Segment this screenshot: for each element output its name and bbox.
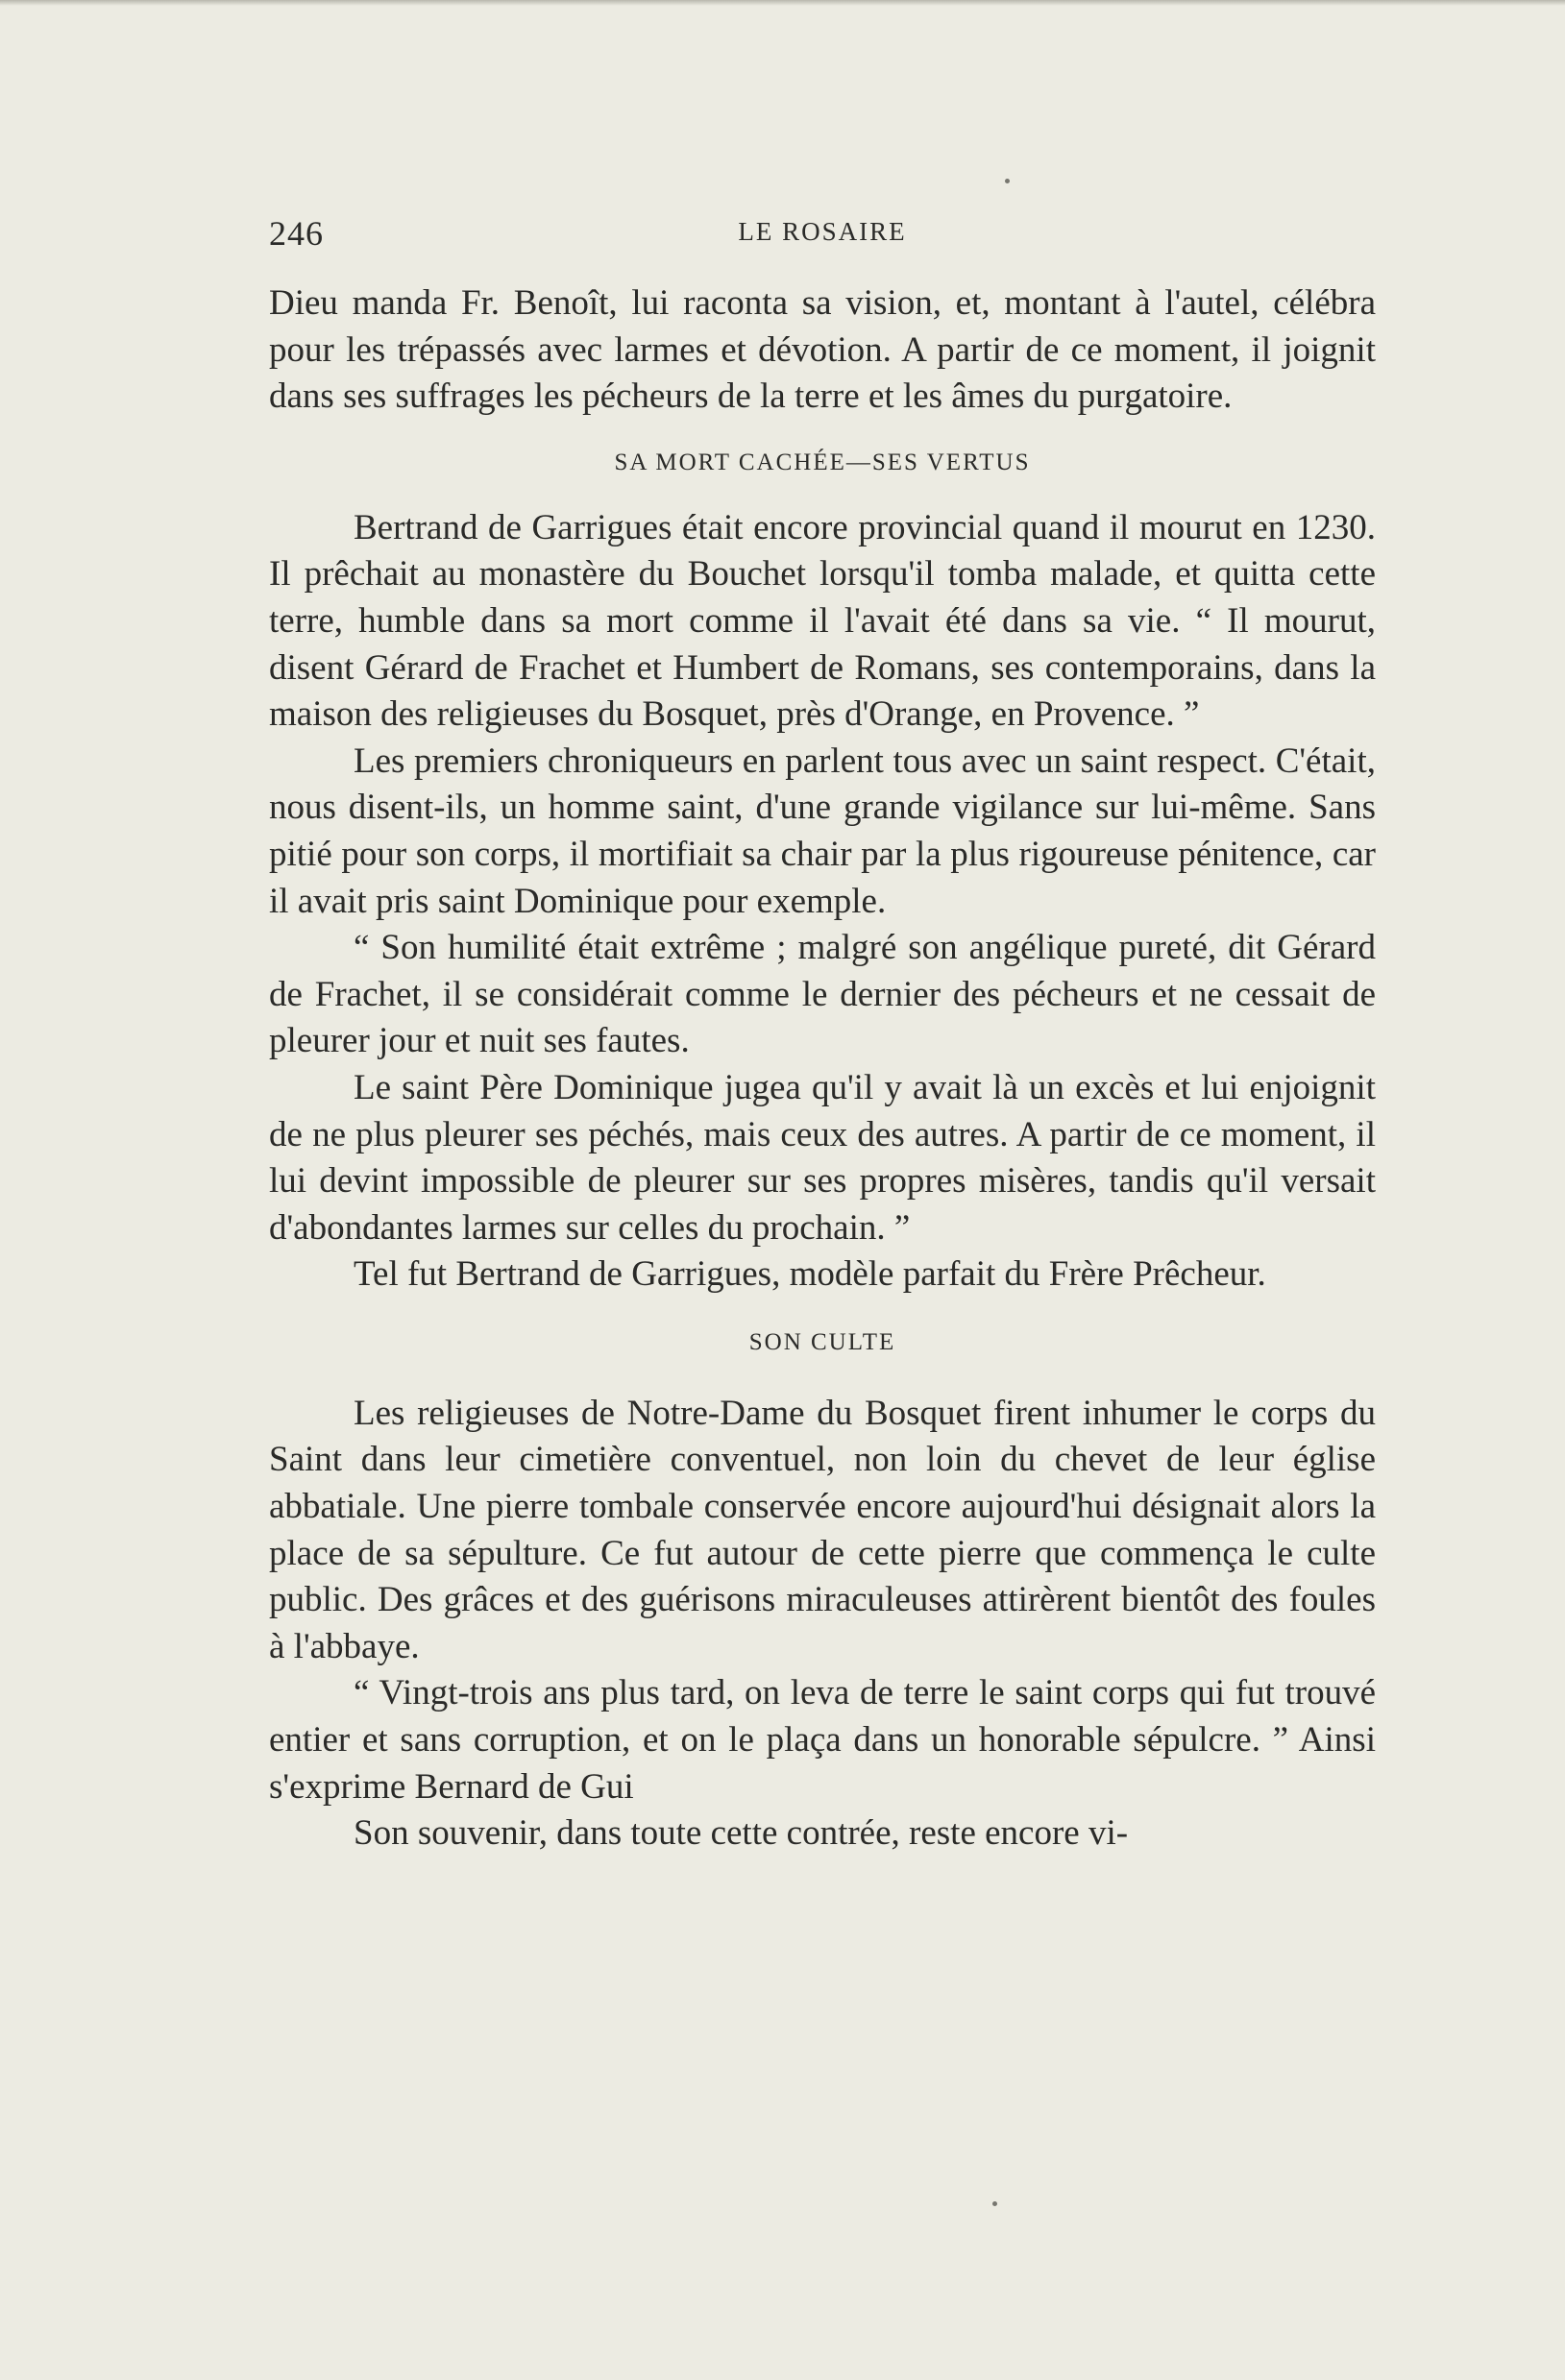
running-title: LE ROSAIRE [738, 217, 907, 246]
paper-speck [992, 2201, 997, 2206]
paper-speck [1005, 179, 1010, 183]
paragraph: Dieu manda Fr. Benoît, lui raconta sa vision, et, montant à l'autel, célébra pour les trépassés avec larmes et dévotion. A partir de ce moment, il joignit dans ses suffrages les pécheurs de la terre et les âmes du purgatoire. [269, 283, 1376, 417]
paragraph: “ Vingt-trois ans plus tard, on leva de terre le saint corps qui fut trouvé entier et sans corruption, et on le plaça dans un honorable sépulcre. ” Ainsi s'exprime Bernard de Gui [269, 1673, 1376, 1807]
body-text [269, 280, 1376, 1858]
paragraph: “ Son humilité était extrême ; malgré son angélique pureté, dit Gérard de Frachet, il se considérait comme le dernier des pécheurs et ne cessait de pleurer jour et nuit ses fautes. [269, 928, 1376, 1061]
page-edge [0, 0, 1565, 6]
page-number: 246 [269, 214, 324, 253]
paragraph: Son souvenir, dans toute cette contrée, reste encore vi- [354, 1813, 1129, 1854]
paragraph: Le saint Père Dominique jugea qu'il y avait là un excès et lui enjoignit de ne plus pleurer ses péchés, mais ceux des autres. A partir de ce moment, il lui devint impossible de pleurer sur ses propres misères, tandis qu'il versait d'abondantes larmes sur celles du prochain. ” [269, 1067, 1376, 1248]
book-page [269, 213, 1376, 1858]
section-heading: SA MORT CACHÉE—SES VERTUS [614, 449, 1031, 475]
paragraph: Les religieuses de Notre-Dame du Bosquet firent inhumer le corps du Saint dans leur cimetière conventuel, non loin du chevet de leur église abbatiale. Une pierre tombale conservée encore aujourd'hui désignait alors la place de sa sépulture. Ce fut autour de cette pierre que commença le culte public. Des grâces et des guérisons miraculeuses attirèrent bientôt des foules à l'abbaye. [269, 1393, 1376, 1666]
paragraph: Les premiers chroniqueurs en parlent tous avec un saint respect. C'était, nous disent-ils, un homme saint, d'une grande vigilance sur lui-même. Sans pitié pour son corps, il mortifiait sa chair par la plus rigoureuse pénitence, car il avait pris saint Dominique pour exemple. [269, 741, 1376, 921]
paragraph: Bertrand de Garrigues était encore provincial quand il mourut en 1230. Il prêchait au monastère du Bouchet lorsqu'il tomba malade, et quitta cette terre, humble dans sa mort comme il l'avait été dans sa vie. “ Il mourut, disent Gérard de Frachet et Humbert de Romans, ses contemporains, dans la maison des religieuses du Bosquet, près d'Orange, en Provence. ” [269, 507, 1376, 735]
section-heading: SON CULTE [748, 1328, 896, 1355]
paragraph: Tel fut Bertrand de Garrigues, modèle parfait du Frère Prêcheur. [354, 1254, 1266, 1295]
running-head [269, 213, 1376, 259]
